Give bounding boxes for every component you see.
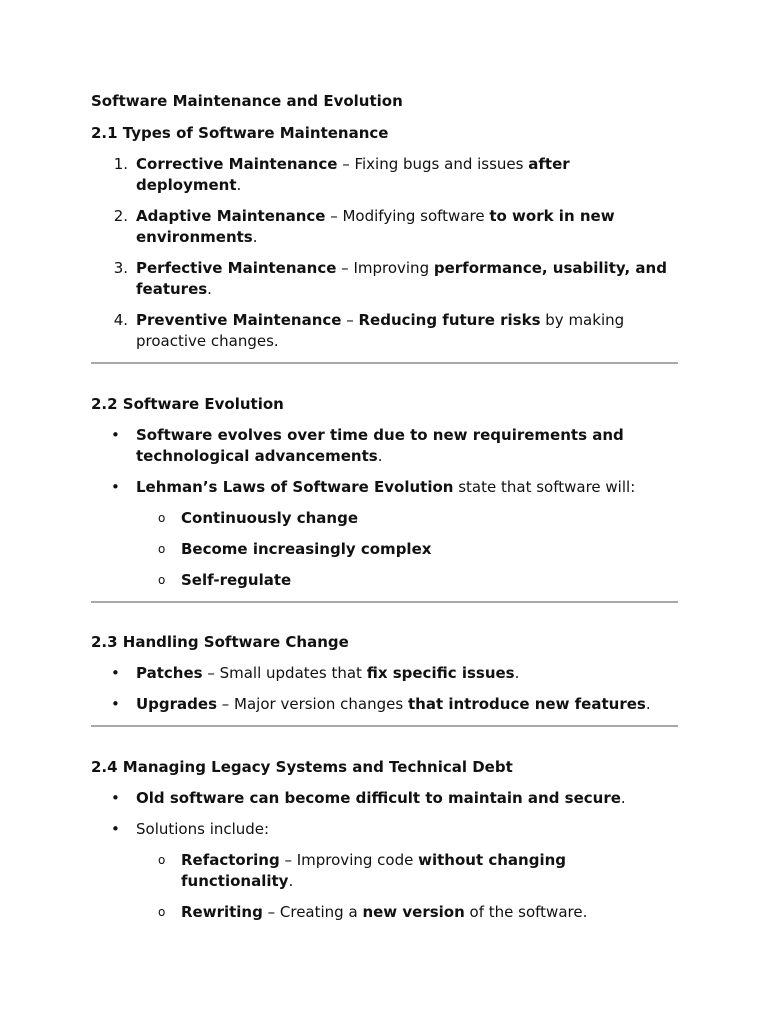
item-text: . (252, 228, 258, 246)
law-text: Continuously change (181, 509, 358, 527)
term-bold: Upgrades (136, 695, 218, 713)
item-text: – Improving (336, 259, 434, 277)
item-text: state that software will: (453, 478, 636, 496)
sub-bullet-item (91, 850, 678, 892)
sub-bullet-item (91, 570, 678, 591)
list-number: 3. (113, 259, 128, 277)
bullet-icon: • (111, 820, 120, 838)
bullet-item (91, 425, 678, 467)
bullet-icon: • (111, 426, 120, 444)
bullet-icon: • (111, 664, 120, 682)
term-bold: Preventive Maintenance (136, 311, 342, 329)
document-title: Software Maintenance and Evolution (91, 92, 403, 110)
item-text: by making proactive changes. (136, 311, 625, 350)
item-text: – Small updates that (202, 664, 367, 682)
section-heading: 2.1 Types of Software Maintenance (91, 124, 389, 142)
item-text: . (207, 280, 212, 298)
sub-bullet-item (91, 539, 678, 560)
circle-bullet-icon: o (158, 905, 166, 919)
list-item (91, 206, 678, 248)
section-maintenance-types (91, 123, 678, 352)
circle-bullet-icon: o (158, 511, 166, 525)
term-bold: Perfective Maintenance (136, 259, 337, 277)
bullet-icon: • (111, 478, 120, 496)
emphasis-bold: Reducing future risks (358, 311, 541, 329)
list-item (91, 258, 678, 300)
horizontal-divider (91, 362, 678, 364)
emphasis-bold: without changing functionality (181, 851, 566, 890)
bullet-item (91, 477, 678, 498)
term-bold: Adaptive Maintenance (136, 207, 326, 225)
section-heading: 2.3 Handling Software Change (91, 633, 349, 651)
emphasis-bold: fix specific issues (366, 664, 515, 682)
item-text: – Improving code (279, 851, 419, 869)
term-bold: Rewriting (181, 903, 263, 921)
emphasis-bold: after deployment (136, 155, 570, 194)
section-heading: 2.2 Software Evolution (91, 395, 284, 413)
list-number: 4. (113, 311, 128, 329)
list-number: 2. (113, 207, 128, 225)
item-text: – Major version changes (217, 695, 408, 713)
bullet-item (91, 663, 678, 684)
section-software-evolution (91, 394, 678, 591)
sub-bullet-item (91, 902, 678, 923)
bullet-icon: • (111, 695, 120, 713)
section-handling-change (91, 632, 678, 715)
circle-bullet-icon: o (158, 542, 166, 556)
term-bold: Refactoring (181, 851, 280, 869)
bullet-item (91, 694, 678, 715)
list-number: 1. (113, 155, 128, 173)
sub-bullet-item (91, 508, 678, 529)
item-text: . (236, 176, 242, 194)
term-bold: Corrective Maintenance (136, 155, 338, 173)
item-text: . (288, 872, 294, 890)
law-text: Become increasingly complex (181, 540, 432, 558)
bullet-item (91, 819, 678, 840)
item-text: Solutions include: (136, 820, 270, 838)
item-text: – Modifying software (325, 207, 490, 225)
emphasis-bold: new version (362, 903, 465, 921)
circle-bullet-icon: o (158, 853, 166, 867)
list-item (91, 154, 678, 196)
bullet-icon: • (111, 789, 120, 807)
item-text: of the software. (464, 903, 588, 921)
emphasis-bold: that introduce new features (407, 695, 646, 713)
item-text: . (620, 789, 626, 807)
emphasis-bold: Old software can become difficult to maintain and secure (136, 789, 621, 807)
section-legacy-systems (91, 757, 678, 923)
bullet-item (91, 788, 678, 809)
section-heading: 2.4 Managing Legacy Systems and Technical Debt (91, 758, 513, 776)
list-item (91, 310, 678, 352)
item-text: . (377, 447, 383, 465)
item-text: . (514, 664, 520, 682)
term-bold: Patches (136, 664, 203, 682)
circle-bullet-icon: o (158, 573, 166, 587)
document-page (91, 91, 678, 933)
item-text: – Creating a (262, 903, 363, 921)
horizontal-divider (91, 601, 678, 603)
emphasis-bold: performance, usability, and features (136, 259, 667, 298)
emphasis-bold: Software evolves over time due to new requirements and technological advancements (136, 426, 624, 465)
item-text: . (645, 695, 651, 713)
horizontal-divider (91, 725, 678, 727)
item-text: – (341, 311, 359, 329)
law-text: Self-regulate (181, 571, 292, 589)
emphasis-bold: to work in new environments (136, 207, 615, 246)
item-text: – Fixing bugs and issues (337, 155, 529, 173)
term-bold: Lehman’s Laws of Software Evolution (136, 478, 454, 496)
